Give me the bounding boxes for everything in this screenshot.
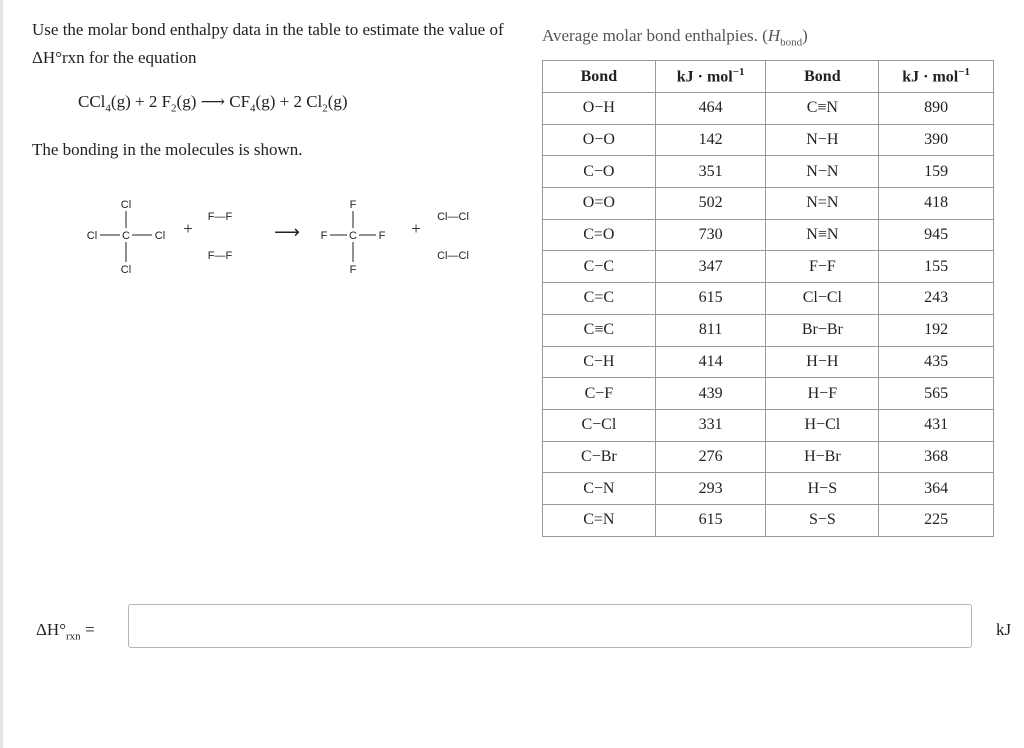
header-bond-2: Bond [766,61,879,93]
table-cell: C=C [543,283,656,315]
cl2-top: Cl—Cl [437,211,469,223]
table-cell: H−F [766,378,879,410]
table-cell: H−Cl [766,409,879,441]
table-cell: N−N [766,156,879,188]
table-row [543,219,994,251]
table-cell: 730 [655,219,766,251]
table-cell: C−N [543,473,656,505]
svg-text:Cl: Cl [154,230,166,242]
bond-enthalpy-table [542,60,994,537]
table-cell: 331 [655,409,766,441]
table-cell: 159 [879,156,994,188]
svg-text:Cl: Cl [120,264,132,276]
table-cell: 435 [879,346,994,378]
svg-text:+: + [411,219,421,238]
table-cell: C−C [543,251,656,283]
table-row [543,251,994,283]
table-cell: 439 [655,378,766,410]
cf4-structure [321,199,386,276]
svg-text:F: F [320,230,328,242]
table-row [543,93,994,125]
table-cell: 155 [879,251,994,283]
table-cell: 390 [879,124,994,156]
svg-text:C: C [349,230,357,242]
table-cell: 414 [655,346,766,378]
table-cell: O−H [543,93,656,125]
svg-text:Cl: Cl [86,230,98,242]
table-row [543,156,994,188]
table-cell: 351 [655,156,766,188]
table-cell: O−O [543,124,656,156]
table-cell: C−Br [543,441,656,473]
table-row [543,124,994,156]
cl2-bottom: Cl—Cl [437,250,469,262]
header-bond-1: Bond [543,61,656,93]
answer-input[interactable] [128,604,972,648]
table-cell: N=N [766,188,879,220]
table-cell: 615 [655,283,766,315]
table-cell: S−S [766,504,879,536]
reaction-arrow: ⟶ [200,92,225,111]
table-cell: H−H [766,346,879,378]
table-cell: 347 [655,251,766,283]
bonding-text: The bonding in the molecules is shown. [32,140,303,159]
table-cell: 418 [879,188,994,220]
table-caption: Average molar bond enthalpies. $(H_{bond})$ [542,26,808,49]
table-cell: 945 [879,219,994,251]
table-cell: C=N [543,504,656,536]
table-row [543,473,994,505]
answer-label: $\Delta H^\circ_{rxn}$ = [36,620,95,643]
table-cell: 565 [879,378,994,410]
svg-text:F: F [349,264,357,276]
table-cell: O=O [543,188,656,220]
table-row [543,504,994,536]
table-row [543,441,994,473]
table-row [543,314,994,346]
table-cell: H−Br [766,441,879,473]
question-text: Use the molar bond enthalpy data in the table to estimate the value of ΔH°rxn for the equation [32,20,504,67]
svg-text:+: + [183,219,193,238]
structure-diagram [80,192,500,287]
table-cell: 464 [655,93,766,125]
table-cell: Br−Br [766,314,879,346]
table-row [543,188,994,220]
table-header-row [543,61,994,93]
table-cell: 293 [655,473,766,505]
header-energy-2: kJ · mol$^{-1}$ [879,61,994,93]
f2-top: F—F [207,211,233,223]
table-cell: 225 [879,504,994,536]
table-cell: C≡C [543,314,656,346]
table-cell: N−H [766,124,879,156]
table-cell: 142 [655,124,766,156]
table-cell: 431 [879,409,994,441]
table-cell: C−H [543,346,656,378]
table-cell: C=O [543,219,656,251]
table-cell: N≡N [766,219,879,251]
svg-text:F: F [349,199,357,211]
table-row [543,409,994,441]
table-cell: C−Cl [543,409,656,441]
svg-text:C: C [122,230,130,242]
table-cell: 243 [879,283,994,315]
table-cell: 890 [879,93,994,125]
table-cell: 502 [655,188,766,220]
svg-text:Cl: Cl [120,199,132,211]
page-edge [0,0,3,748]
table-cell: 364 [879,473,994,505]
table-cell: H−S [766,473,879,505]
table-row [543,283,994,315]
table-cell: 811 [655,314,766,346]
svg-text:F: F [378,230,386,242]
chemical-equation: CCl$_4$(g) + 2 $F_2(g)$ ⟶ $CF_4(g) + 2$ $Cl_2(g)$ [78,92,348,115]
table-cell: 615 [655,504,766,536]
table-cell: C−F [543,378,656,410]
table-cell: 368 [879,441,994,473]
f2-bottom: F—F [207,250,233,262]
answer-unit: kJ [996,620,1012,639]
table-cell: 276 [655,441,766,473]
table-row [543,346,994,378]
diagram-arrow: ⟶ [274,222,300,242]
table-cell: C≡N [766,93,879,125]
table-cell: C−O [543,156,656,188]
table-cell: 192 [879,314,994,346]
header-energy-1: kJ · mol$^{-1}$ [655,61,766,93]
table-row [543,378,994,410]
ccl4-structure [87,199,165,276]
table-cell: F−F [766,251,879,283]
table-cell: Cl−Cl [766,283,879,315]
